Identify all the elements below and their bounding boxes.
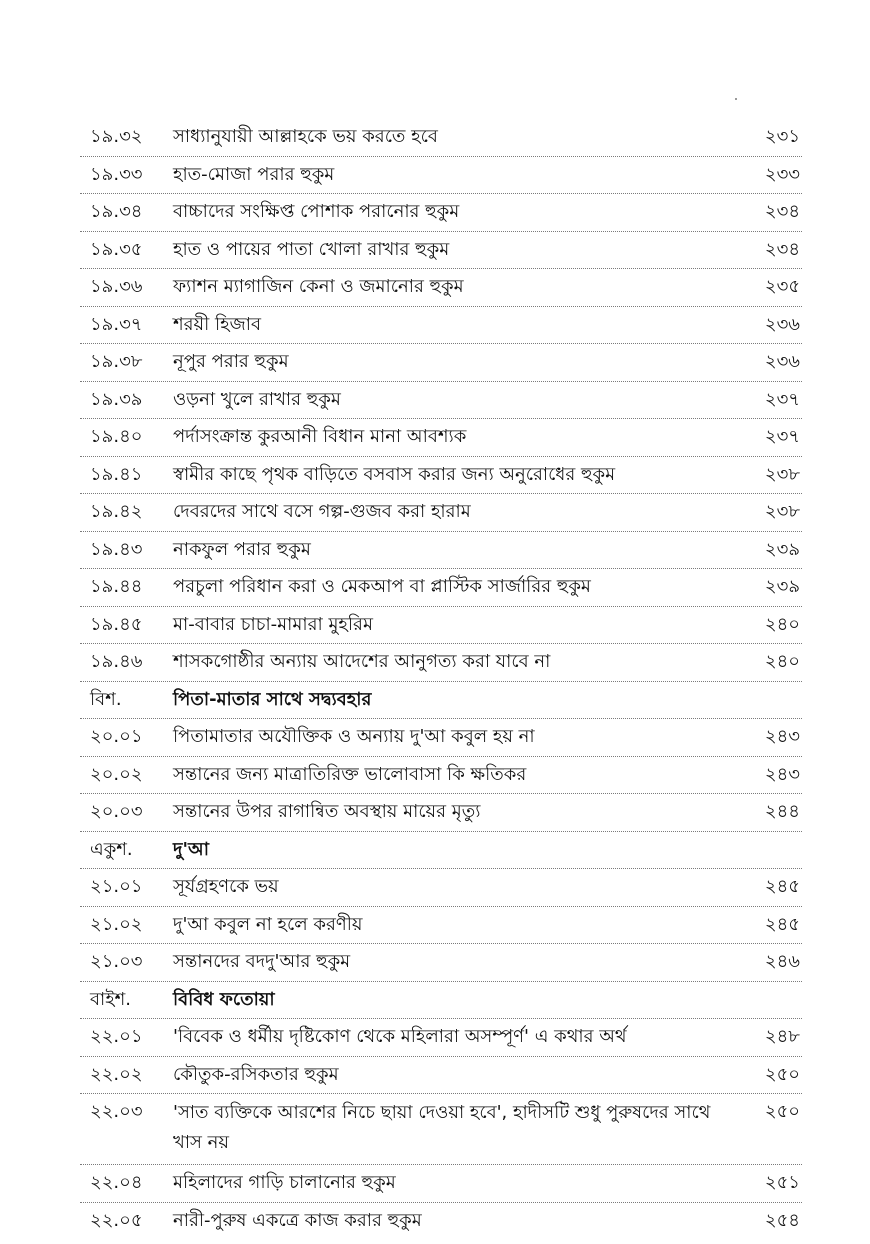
entry-title: মা-বাবার চাচা-মামারা মুহরিম xyxy=(173,613,373,635)
entry-title: সন্তানের উপর রাগান্বিত অবস্থায় মায়ের মৃত্যু xyxy=(173,801,481,822)
entry-number: ১৯.৩৩ xyxy=(90,163,143,185)
section-heading-row xyxy=(80,832,802,870)
toc-row xyxy=(80,719,802,757)
entry-page: ২৩৫ xyxy=(764,276,800,297)
toc-row xyxy=(80,157,802,195)
entry-number: ১৯.৩৯ xyxy=(90,388,143,410)
toc-row xyxy=(80,757,802,795)
toc-row xyxy=(80,907,802,945)
section-title: বিবিধ ফতোয়া xyxy=(173,988,275,1010)
entry-page: ২৩৬ xyxy=(764,313,800,335)
section-number: একুশ. xyxy=(90,838,133,860)
entry-page: ২৩৩ xyxy=(764,163,800,185)
toc-row xyxy=(80,269,802,307)
entry-title: হাত ও পায়ের পাতা খোলা রাখার হুকুম xyxy=(173,238,450,260)
entry-title: নূপুর পরার হুকুম xyxy=(173,351,289,372)
entry-title: স্বামীর কাছে পৃথক বাড়িতে বসবাস করার জন্য অনুরোধের হুকুম xyxy=(173,463,616,485)
entry-page: ২৩৭ xyxy=(764,388,800,410)
entry-number: ১৯.৩৭ xyxy=(90,313,143,335)
entry-title: বাচ্চাদের সংক্ষিপ্ত পোশাক পরানোর হুকুম xyxy=(173,201,460,222)
entry-number: ২০.০৩ xyxy=(90,801,143,822)
toc-row xyxy=(80,344,802,382)
toc-row xyxy=(80,1165,802,1203)
entry-page: ২৪৫ xyxy=(764,876,800,897)
entry-number: ২২.০৩ xyxy=(90,1101,143,1122)
entry-title: 'বিবেক ও ধর্মীয় দৃষ্টিকোণ থেকে মহিলারা অসম্পূর্ণ' এ কথার অর্থ xyxy=(173,1026,627,1047)
toc-row xyxy=(80,644,802,682)
entry-title: হাত-মোজা পরার হুকুম xyxy=(173,163,335,185)
entry-page: ২৩৪ xyxy=(764,201,800,222)
entry-page: ২৩৯ xyxy=(764,576,800,597)
entry-page: ২৪৪ xyxy=(764,801,800,822)
entry-title: দু'আ কবুল না হলে করণীয় xyxy=(173,913,363,935)
entry-page: ২৩৪ xyxy=(764,238,800,260)
section-heading-row xyxy=(80,982,802,1020)
section-number: বাইশ. xyxy=(90,988,131,1010)
section-heading-row xyxy=(80,682,802,720)
entry-page: ২৩১ xyxy=(764,126,800,147)
entry-page: ২৫১ xyxy=(764,1172,800,1193)
entry-number: ১৯.৪১ xyxy=(90,463,143,485)
toc-row xyxy=(80,382,802,420)
entry-page: ২৩৮ xyxy=(764,463,800,485)
toc-row xyxy=(80,457,802,495)
entry-page: ২৪৩ xyxy=(764,726,800,747)
entry-title: শরয়ী হিজাব xyxy=(173,313,261,335)
entry-title: মহিলাদের গাড়ি চালানোর হুকুম xyxy=(173,1172,396,1193)
entry-number: ২২.০৪ xyxy=(90,1172,143,1193)
section-number: বিশ. xyxy=(90,688,122,710)
toc-row xyxy=(80,1203,802,1241)
entry-number: ২১.০৩ xyxy=(90,951,143,972)
entry-page: ২৩৮ xyxy=(764,501,800,522)
entry-title: নাকফুল পরার হুকুম xyxy=(173,538,311,560)
toc-row xyxy=(80,119,802,157)
entry-number: ১৯.৪৬ xyxy=(90,651,143,672)
entry-number: ১৯.৪৫ xyxy=(90,613,143,635)
toc-row xyxy=(80,569,802,607)
toc-row xyxy=(80,1094,802,1165)
toc-row xyxy=(80,532,802,570)
entry-page: ২৪৮ xyxy=(764,1026,800,1047)
table-of-contents xyxy=(80,119,802,1240)
entry-page: ২৩৬ xyxy=(764,351,800,372)
entry-number: ২২.০১ xyxy=(90,1026,143,1047)
entry-title: পর্দাসংক্রান্ত কুরআনী বিধান মানা আবশ্যক xyxy=(173,426,467,447)
entry-title: ফ্যাশন ম্যাগাজিন কেনা ও জমানোর হুকুম xyxy=(173,276,464,297)
entry-title: সাধ্যানুযায়ী আল্লাহকে ভয় করতে হবে xyxy=(173,126,438,147)
entry-number: ২২.০২ xyxy=(90,1063,143,1085)
entry-page: ২৪৫ xyxy=(764,913,800,935)
entry-page: ২৪৬ xyxy=(764,951,800,972)
entry-page: ২৩৯ xyxy=(764,538,800,560)
entry-title: ওড়না খুলে রাখার হুকুম xyxy=(173,388,341,410)
entry-number: ১৯.৩২ xyxy=(90,126,143,147)
entry-title: শাসকগোষ্ঠীর অন্যায় আদেশের আনুগত্য করা যাবে না xyxy=(173,651,551,672)
entry-number: ১৯.৪২ xyxy=(90,501,143,522)
toc-row xyxy=(80,1057,802,1095)
entry-title: পিতামাতার অযৌক্তিক ও অন্যায় দু'আ কবুল হয় না xyxy=(173,726,535,747)
entry-number: ১৯.৪০ xyxy=(90,426,143,447)
toc-row xyxy=(80,1019,802,1057)
entry-number: ২১.০২ xyxy=(90,913,143,935)
entry-title: নারী-পুরুষ একত্রে কাজ করার হুকুম xyxy=(173,1209,422,1231)
entry-number: ১৯.৩৮ xyxy=(90,351,143,372)
entry-page: ২৩৭ xyxy=(764,426,800,447)
toc-row xyxy=(80,607,802,645)
entry-page: ২৪০ xyxy=(764,651,800,672)
entry-page: ২৪০ xyxy=(764,613,800,635)
entry-page: ২৫৪ xyxy=(764,1209,800,1231)
entry-page: ২৪৩ xyxy=(764,763,800,785)
toc-row xyxy=(80,194,802,232)
entry-number: ২২.০৫ xyxy=(90,1209,143,1231)
toc-row xyxy=(80,944,802,982)
entry-page: ২৫০ xyxy=(764,1101,800,1122)
entry-title: 'সাত ব্যক্তিকে আরশের নিচে ছায়া দেওয়া হবে', হাদীসটি শুধু পুরুষদের সাথে খাস নয় xyxy=(173,1102,711,1153)
entry-number: ১৯.৩৬ xyxy=(90,276,143,297)
entry-title: সূর্যগ্রহণকে ভয় xyxy=(173,876,279,897)
entry-number: ১৯.৩৫ xyxy=(90,238,143,260)
entry-title: সন্তানের জন্য মাত্রাতিরিক্ত ভালোবাসা কি ক্ষতিকর xyxy=(173,763,527,785)
entry-title: পরচুলা পরিধান করা ও মেকআপ বা প্লাস্টিক সার্জারির হুকুম xyxy=(173,576,591,597)
entry-number: ১৯.৪৩ xyxy=(90,538,143,560)
toc-row xyxy=(80,494,802,532)
entry-number: ২০.০১ xyxy=(90,726,143,747)
toc-row xyxy=(80,794,802,832)
entry-number: ২১.০১ xyxy=(90,876,143,897)
toc-row xyxy=(80,869,802,907)
section-title: পিতা-মাতার সাথে সদ্ব্যবহার xyxy=(173,688,372,710)
toc-row xyxy=(80,232,802,270)
entry-page: ২৫০ xyxy=(764,1063,800,1085)
entry-title: কৌতুক-রসিকতার হুকুম xyxy=(173,1063,339,1085)
entry-number: ১৯.৪৪ xyxy=(90,576,143,597)
toc-row xyxy=(80,419,802,457)
section-title: দু'আ xyxy=(173,838,209,860)
entry-number: ২০.০২ xyxy=(90,763,143,785)
toc-row xyxy=(80,307,802,345)
entry-number: ১৯.৩৪ xyxy=(90,201,143,222)
entry-title: সন্তানদের বদদু'আর হুকুম xyxy=(173,951,351,972)
scan-speck xyxy=(735,98,737,100)
entry-title: দেবরদের সাথে বসে গল্প-গুজব করা হারাম xyxy=(173,501,471,522)
